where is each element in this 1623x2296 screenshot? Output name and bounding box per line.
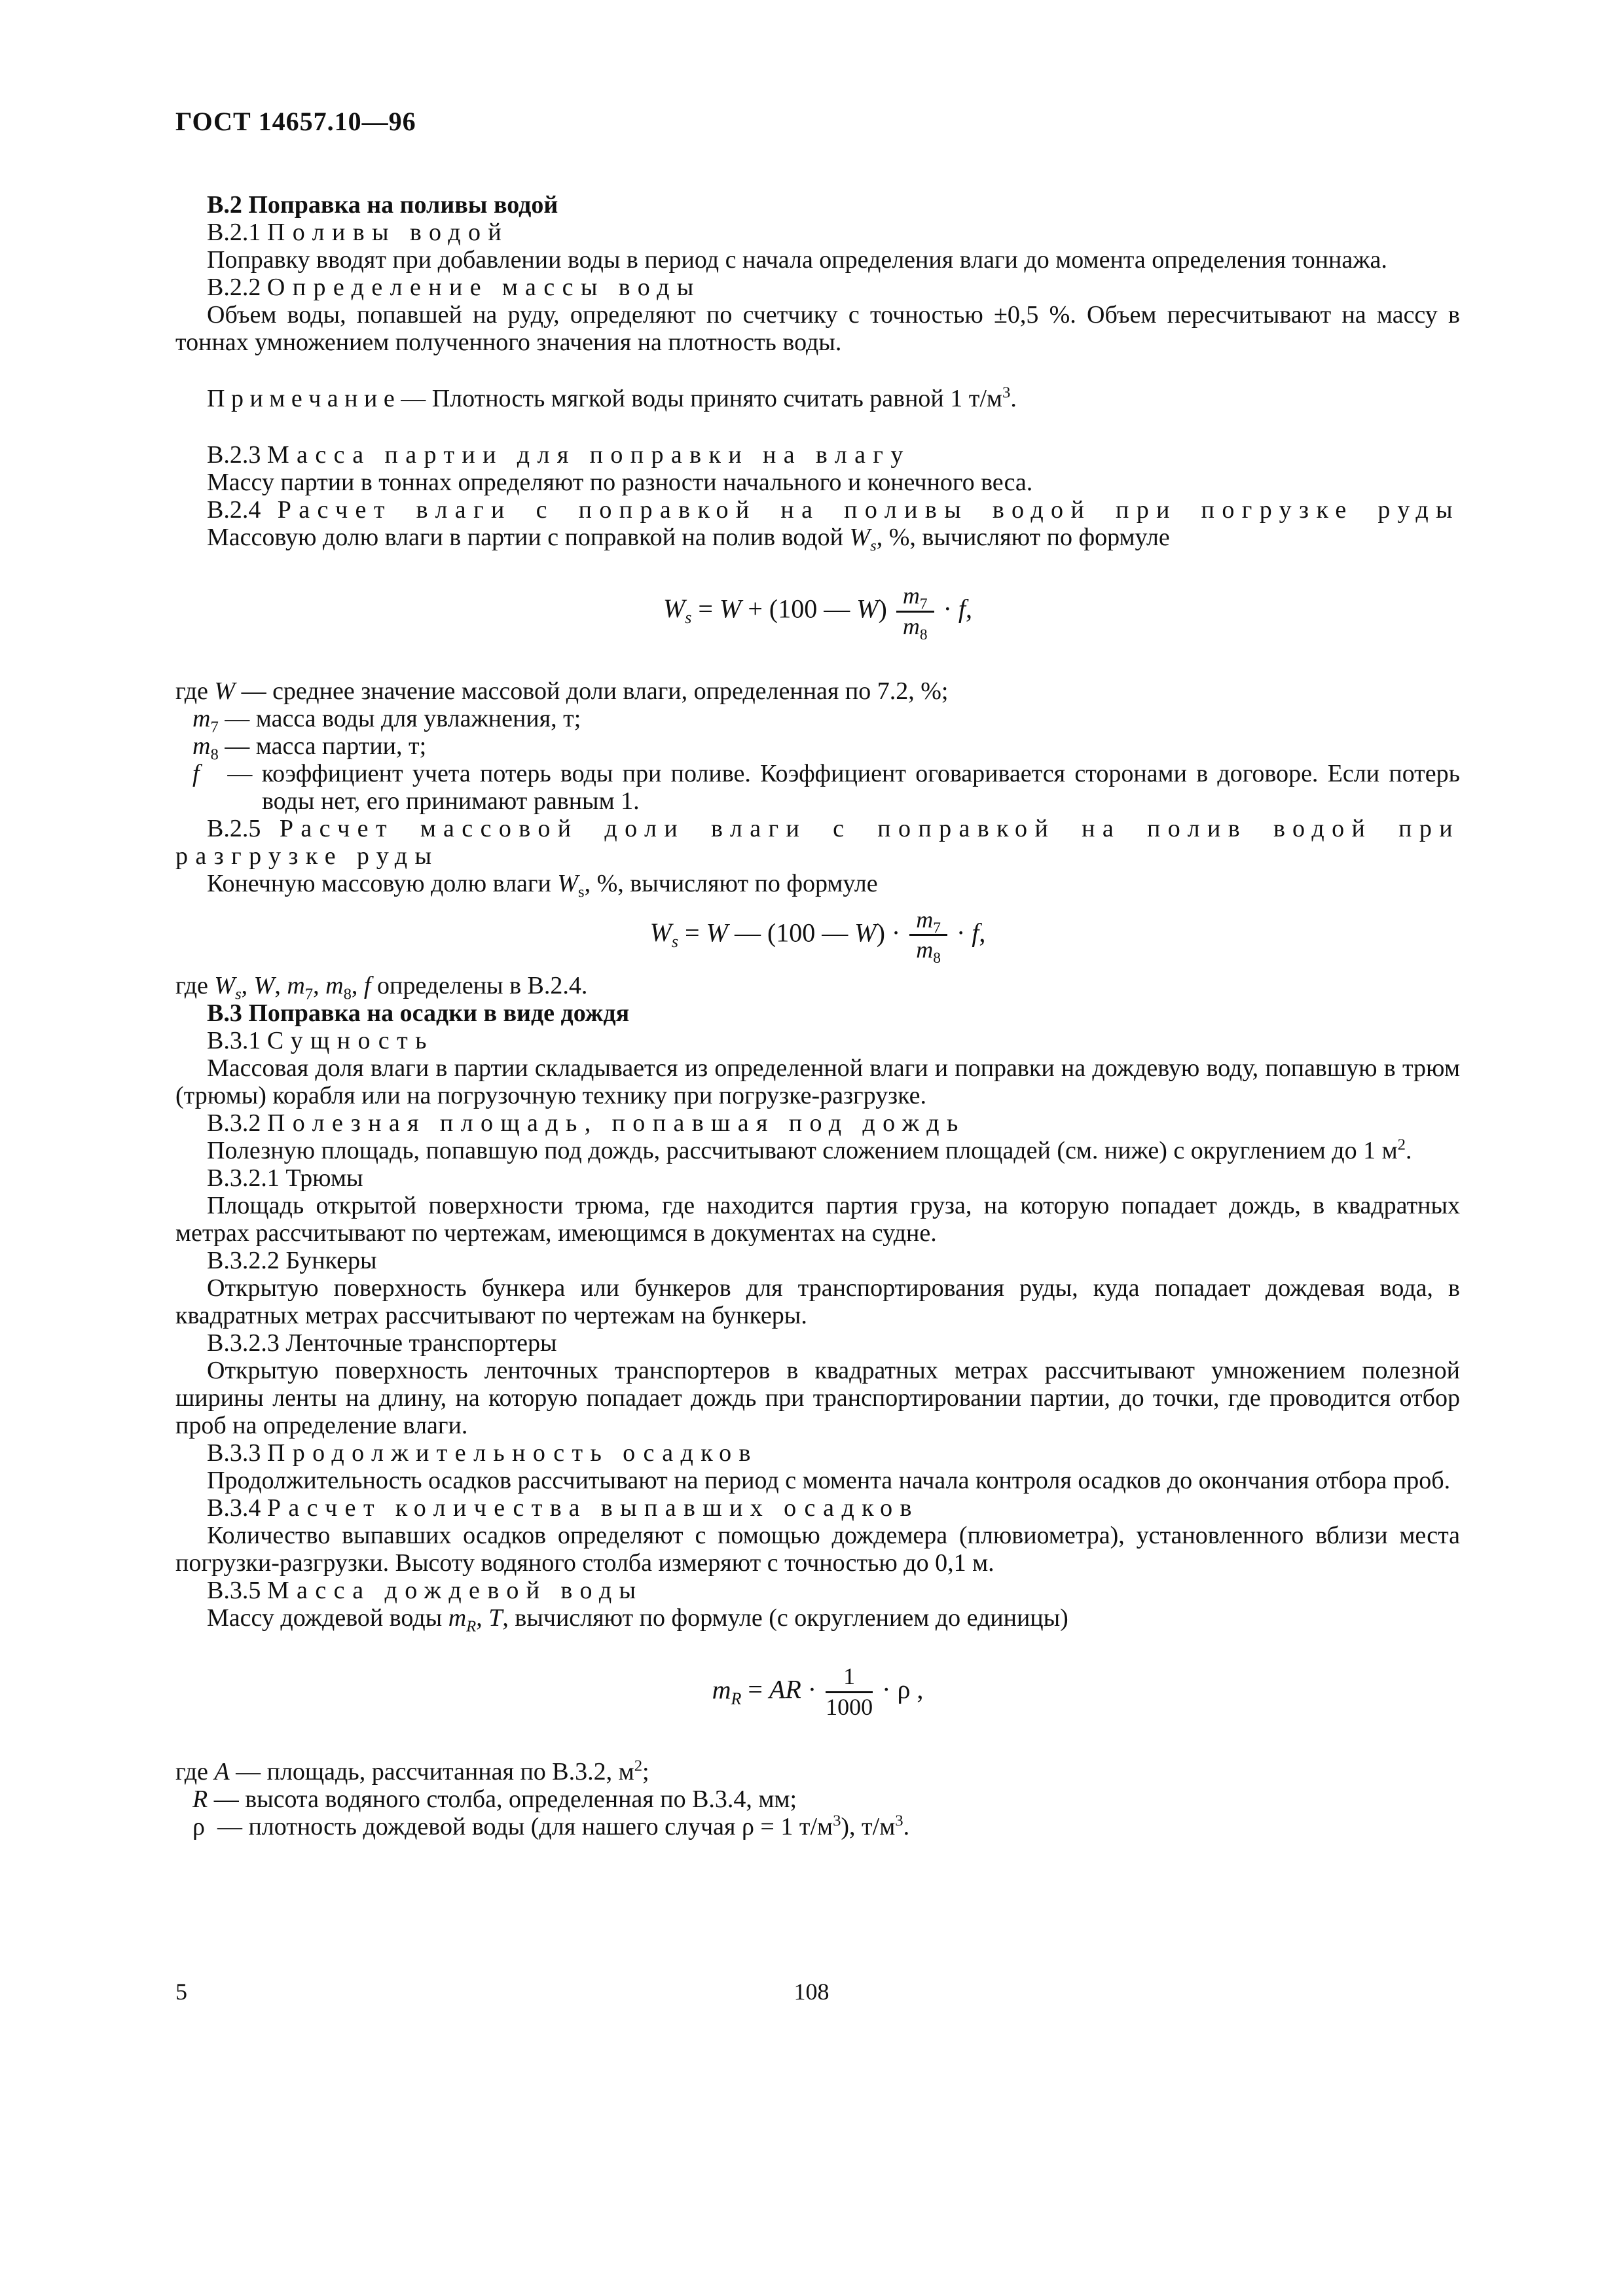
paragraph: Массовую долю влаги в партии с поправкой на полив водой $W_s$, %, вычисляют по формуле	[207, 524, 1170, 555]
fraction-denominator: $m_8$	[916, 937, 941, 967]
paragraph: Открытую поверхность бункера или бункеров для транспортирования руды, куда попадает дождевая вода, в квадратных метрах рассчитывают по чертежам на бункеры.	[175, 1274, 1460, 1330]
clause-heading: В.3.4 Расчет количества выпавших осадков	[207, 1494, 919, 1522]
clause-title: Расчет массовой доли влаги с поправкой на полив водой при разгрузке руды	[175, 814, 1460, 870]
fraction	[909, 906, 947, 967]
where-item: $m_8$ — масса партии, т;	[192, 732, 427, 764]
document-footer	[0, 1978, 1623, 2005]
formula-text: $m_R$ = AR ·	[712, 1674, 824, 1708]
subclause-heading: В.3.2.3 Ленточные транспортеры	[207, 1329, 557, 1357]
paragraph: Объем воды, попавшей на руду, определяют по счетчику с точностью ±0,5 %. Объем пересчитывают на массу в тоннах умножением полученного значения на плотность воды.	[175, 301, 1460, 356]
clause-heading: В.2.3 Масса партии для поправки на влагу	[207, 441, 911, 469]
clause-heading: В.2.2 Определение массы воды	[207, 274, 701, 301]
formula	[175, 583, 1460, 643]
formula-text: · f,	[936, 594, 973, 624]
clause-heading: В.3.5 Масса дождевой воды	[207, 1577, 644, 1605]
fraction-numerator: $m_7$	[896, 584, 934, 613]
paragraph: Массовая доля влаги в партии складывается из определенной влаги и поправки на дождевую воду, попавшую в трюм (трюмы) корабля или на погрузочную технику при погрузке-разгрузке.	[175, 1054, 1460, 1110]
page-number-left: 5	[175, 1979, 187, 2005]
paragraph: Площадь открытой поверхности трюма, где находится партия груза, на которую попадает дождь, в квадратных метрах рассчитывают по чертежам, имеющимся в документах на судне.	[175, 1192, 1460, 1247]
section-heading: В.2 Поправка на поливы водой	[207, 191, 558, 219]
clause-title: Масса дождевой воды	[266, 1577, 644, 1605]
subclause-heading: В.3.2.1 Трюмы	[207, 1164, 363, 1193]
paragraph: Конечную массовую долю влаги $W_s$, %, вычисляют по формуле	[207, 869, 878, 901]
clause-heading: В.3.2 Полезная площадь, попавшая под дождь	[207, 1109, 966, 1138]
page-number-center: 108	[793, 1979, 830, 2005]
clause-title: Расчет влаги с поправкой на поливы водой при погрузке руды	[277, 496, 1460, 524]
document-content	[175, 191, 1460, 1840]
formula	[175, 1664, 1460, 1720]
clause-heading: В.3.1 Сущность	[207, 1027, 434, 1055]
clause-heading: В.2.1 Поливы водой	[207, 219, 509, 246]
paragraph: Поправку вводят при добавлении воды в период с начала определения влаги до момента определения тоннажа.	[207, 246, 1387, 274]
clause-title: Поливы водой	[266, 219, 509, 246]
document-header: ГОСТ 14657.10—96	[175, 107, 416, 136]
where-intro: где A — площадь, рассчитанная по В.3.2, $м^2$;	[175, 1757, 649, 1785]
formula-text: $W_s = W$ — (100 — W) ·	[649, 918, 907, 952]
paragraph: Массу дождевой воды $m_R$, Т, вычисляют по формуле (с округлением до единицы)	[207, 1604, 1068, 1636]
formula	[175, 906, 1460, 967]
clause-heading: В.2.4 Расчет влаги с поправкой на поливы водой при погрузке руды	[207, 496, 1460, 524]
fraction-numerator: $m_7$	[909, 908, 947, 937]
clause-heading: В.2.5 Расчет массовой доли влаги с поправкой на полив водой при разгрузке руды	[175, 814, 1460, 870]
fraction-numerator: 1	[826, 1664, 873, 1693]
clause-heading: В.3.3 Продолжительность осадков	[207, 1439, 758, 1467]
paragraph: Открытую поверхность ленточных транспортеров в квадратных метрах рассчитывают умножением полезной ширины ленты на длину, на которую попадает дождь при транспортировании партии, до точки, где проводится отбор проб на определение влаги.	[175, 1357, 1460, 1440]
formula-text: · f,	[949, 918, 986, 948]
where-item: f — коэффициент учета потерь воды при поливе. Коэффициент оговаривается сторонами в договоре. Если потерь воды нет, его принимают равным 1.	[192, 759, 1460, 815]
section-heading: В.3 Поправка на осадки в виде дождя	[207, 999, 630, 1028]
where-item: $m_7$ — масса воды для увлажнения, т;	[192, 704, 581, 736]
paragraph: Количество выпавших осадков определяют с помощью дождемера (плювиометра), установленного вблизи места погрузки-разгрузки. Высоту водяного столба измеряют с точностью до 0,1 м.	[175, 1522, 1460, 1577]
clause-title: Полезная площадь, попавшая под дождь	[266, 1109, 966, 1138]
where-intro: где $W_s$, W, $m_7$, $m_8$, f определены в В.2.4.	[175, 972, 588, 1003]
fraction-denominator: $m_8$	[902, 613, 928, 643]
clause-title: Определение массы воды	[266, 274, 701, 301]
clause-title: Масса партии для поправки на влагу	[266, 441, 911, 469]
fraction	[826, 1664, 873, 1720]
formula-text: · ρ ,	[875, 1674, 924, 1704]
clause-title: Сущность	[266, 1027, 434, 1055]
clause-title: Расчет количества выпавших осадков	[266, 1494, 919, 1522]
where-item: ρ — плотность дождевой воды (для нашего случая ρ = 1 $т/м^3$), $т/м^3$.	[192, 1812, 910, 1840]
where-intro: где W — среднее значение массовой доли влаги, определенная по 7.2, %;	[175, 677, 949, 705]
formula-text: $W_s = W + (100$ — W)	[663, 594, 894, 628]
note: П р и м е ч а н и е — Плотность мягкой воды принято считать равной 1 $т/м^3$.	[207, 384, 1017, 412]
fraction	[896, 583, 934, 643]
where-item: R — высота водяного столба, определенная по В.3.4, мм;	[192, 1785, 797, 1813]
paragraph: Полезную площадь, попавшую под дождь, рассчитывают сложением площадей (см. ниже) с округлением до 1 $м^2$.	[207, 1136, 1412, 1165]
clause-title: Продолжительность осадков	[266, 1439, 758, 1467]
subclause-heading: В.3.2.2 Бункеры	[207, 1247, 377, 1275]
fraction-denominator: 1000	[826, 1693, 873, 1720]
paragraph: Продолжительность осадков рассчитывают на период с момента начала контроля осадков до окончания отбора проб.	[207, 1467, 1451, 1495]
paragraph: Массу партии в тоннах определяют по разности начального и конечного веса.	[207, 469, 1033, 496]
